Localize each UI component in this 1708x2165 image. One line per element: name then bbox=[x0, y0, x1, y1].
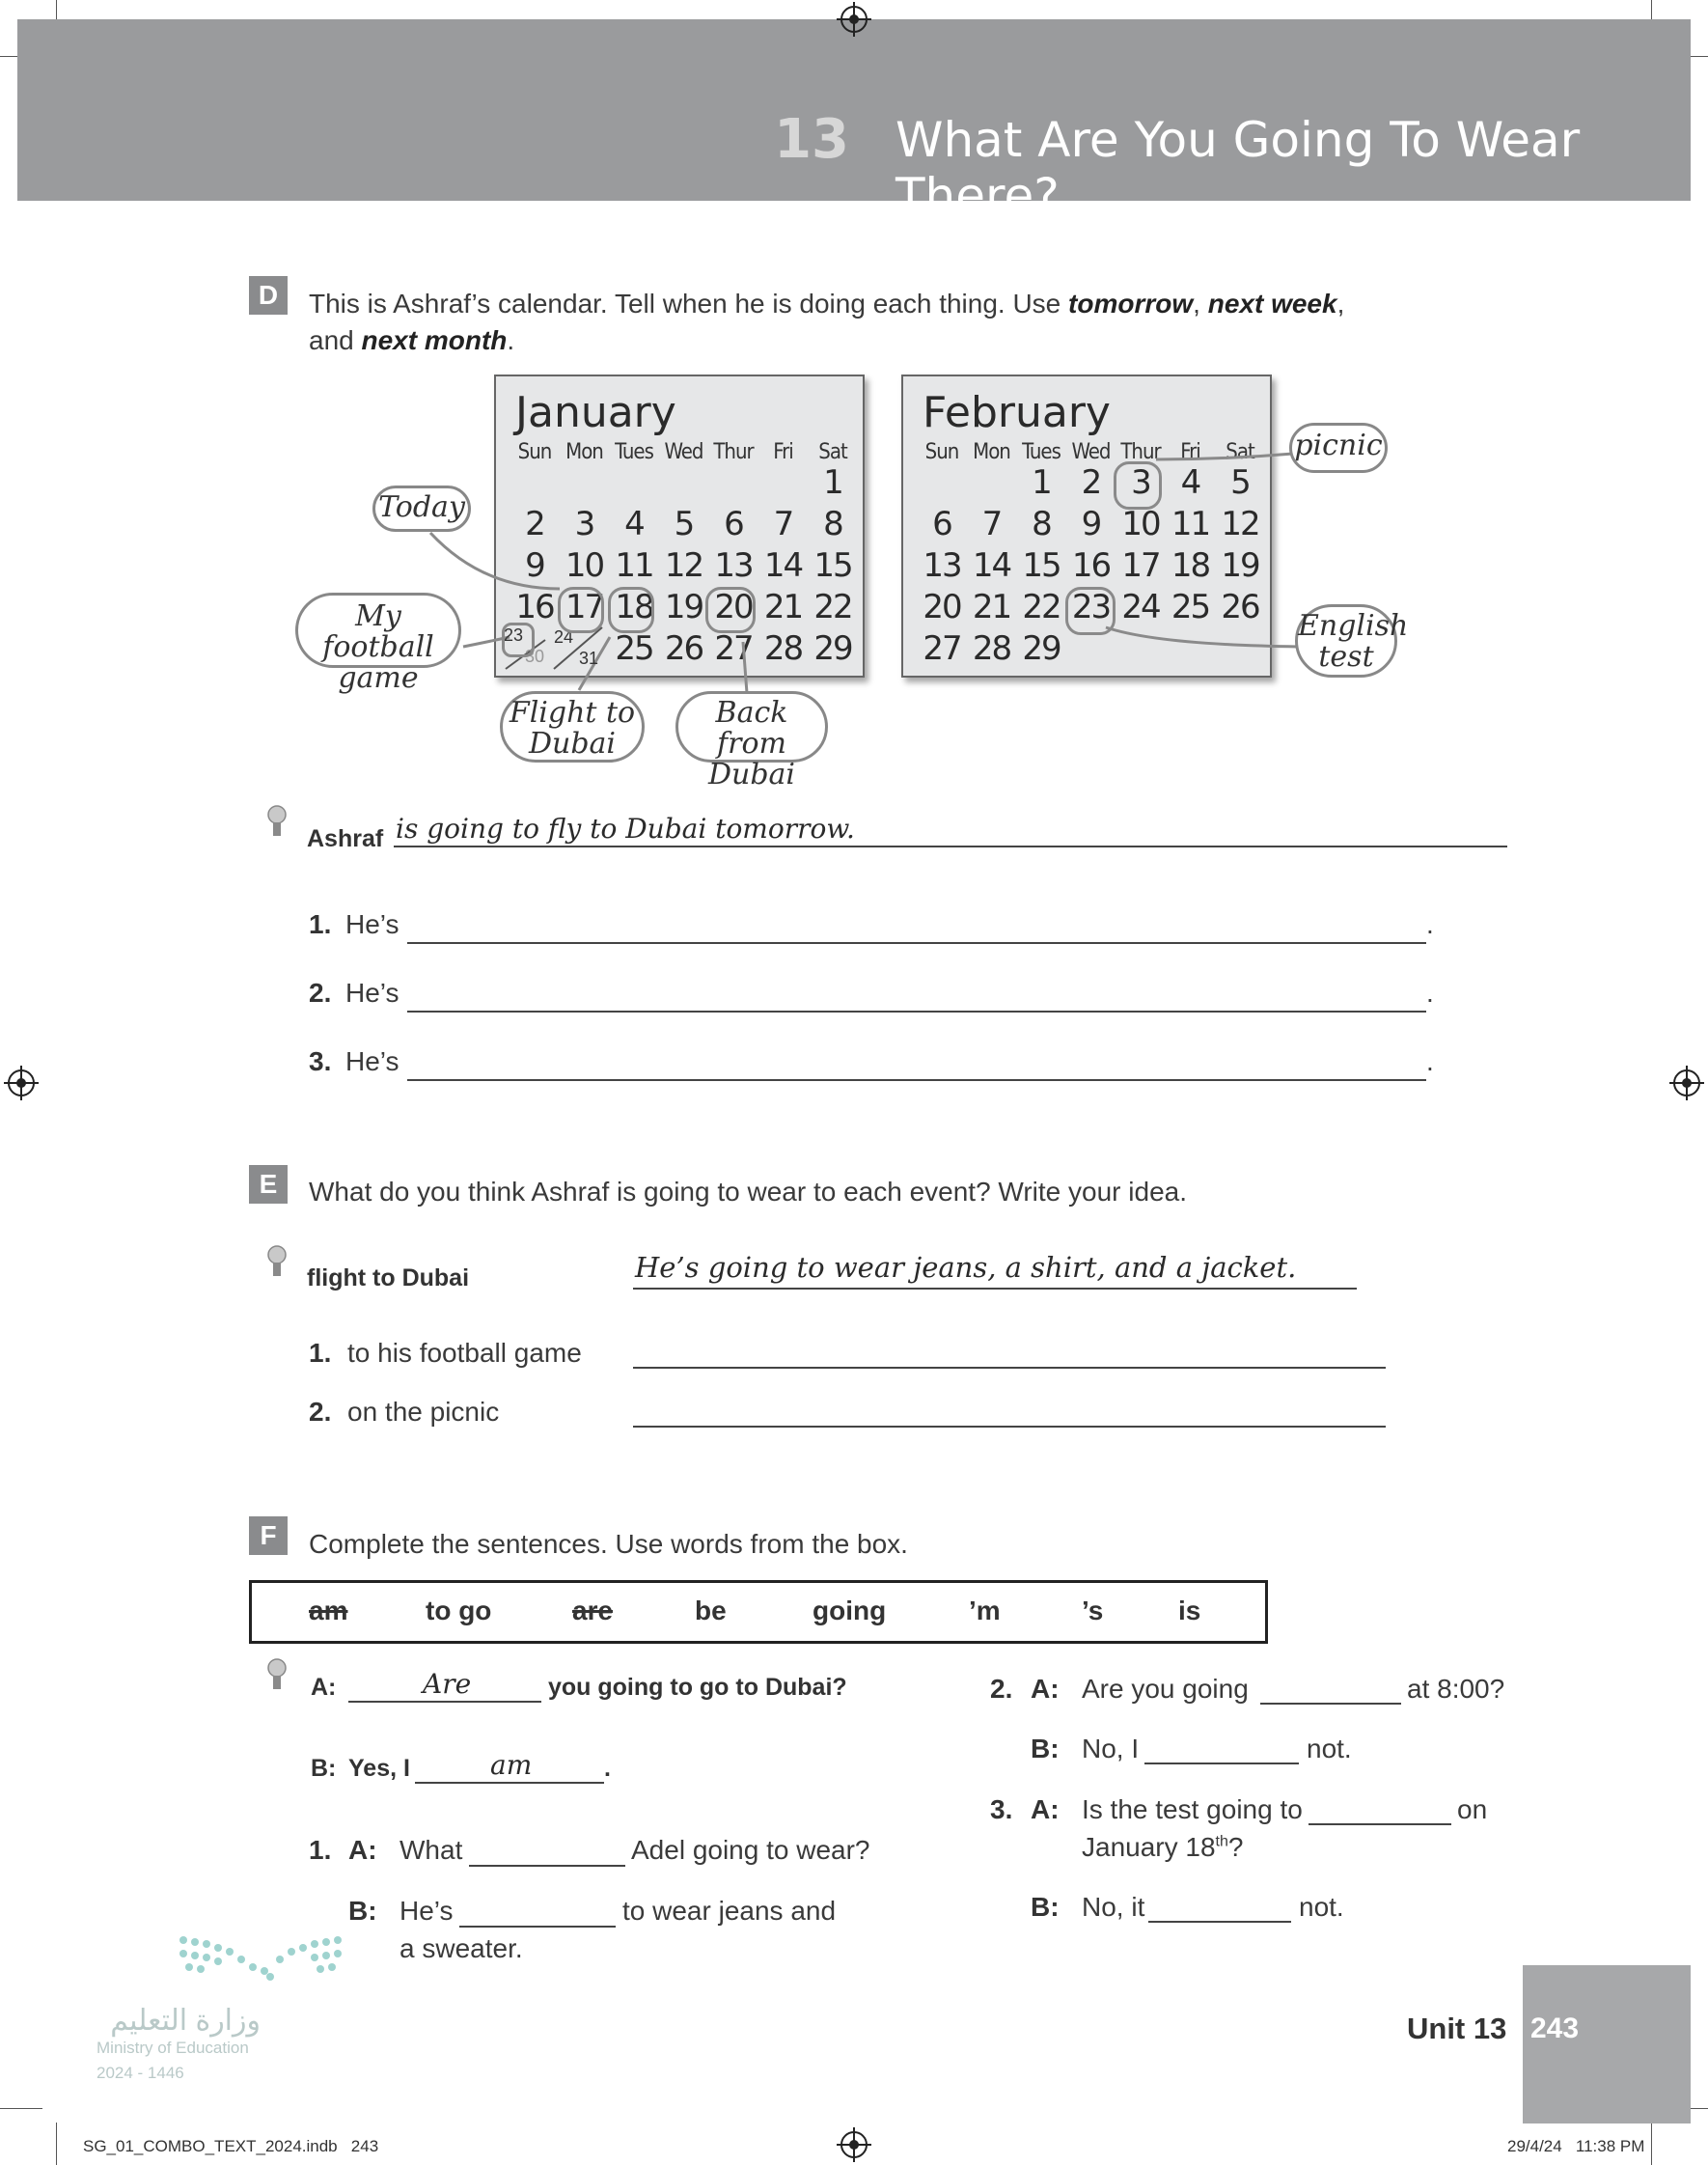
answer-line[interactable] bbox=[459, 1893, 616, 1928]
item-prefix: He’s bbox=[345, 978, 399, 1008]
word-box-item: be bbox=[695, 1596, 727, 1625]
calendar-date: 12 bbox=[664, 546, 703, 585]
ordinal-suffix: th bbox=[1215, 1833, 1228, 1850]
date-upper: 23 bbox=[504, 625, 524, 645]
callout-text: English bbox=[1298, 609, 1409, 643]
item-number: 3. bbox=[309, 1046, 332, 1076]
unit-number: 13 bbox=[774, 108, 849, 171]
item-number: 1. bbox=[309, 1835, 332, 1865]
callout-today bbox=[372, 486, 471, 532]
calendar-date: 28 bbox=[763, 629, 803, 668]
slug-date: 29/4/24 11:38 PM bbox=[1507, 2137, 1645, 2155]
crop-mark bbox=[0, 2108, 42, 2109]
calendar-date: 5 bbox=[1230, 463, 1250, 502]
callout-back bbox=[675, 691, 828, 791]
example-answer: am bbox=[490, 1749, 533, 1781]
callout-text: My football bbox=[322, 599, 434, 664]
page-title: What Are You Going To Wear There? bbox=[895, 112, 1581, 224]
answer-line[interactable] bbox=[469, 1832, 625, 1867]
item-text: to his football game bbox=[347, 1338, 582, 1368]
callout-text: picnic bbox=[1294, 429, 1383, 462]
keyword-next-week: next week bbox=[1207, 289, 1337, 319]
day-name: Thur bbox=[713, 440, 754, 464]
calendar-date: 7 bbox=[773, 505, 793, 543]
item-number: 1. bbox=[309, 1338, 332, 1368]
day-name: Thur bbox=[1120, 440, 1161, 464]
sentence-text: not. bbox=[1299, 1892, 1344, 1922]
answer-line[interactable] bbox=[1148, 1888, 1291, 1923]
callout-picnic bbox=[1289, 423, 1388, 473]
calendar-date: 28 bbox=[972, 629, 1011, 668]
day-name: Wed bbox=[664, 440, 703, 464]
sentence-text: a sweater. bbox=[399, 1933, 523, 1963]
word-box-item: going bbox=[813, 1596, 887, 1625]
sentence-end: . bbox=[604, 1755, 611, 1782]
item-number: 2. bbox=[309, 1397, 332, 1427]
date-circle-back bbox=[705, 587, 756, 633]
date-circle-football bbox=[502, 623, 535, 657]
ministry-year: 2024 - 1446 bbox=[96, 2064, 184, 2082]
calendar-date: 18 bbox=[615, 588, 653, 626]
answer-line[interactable] bbox=[407, 1050, 1426, 1081]
word-box-item: to go bbox=[426, 1596, 492, 1625]
calendar-date: 2 bbox=[525, 505, 544, 543]
calendar-date: 27 bbox=[923, 629, 961, 668]
day-name: Tues bbox=[615, 440, 653, 464]
sentence-text: No, I bbox=[1082, 1734, 1140, 1763]
day-name: Sun bbox=[924, 440, 959, 464]
date-circle-picnic bbox=[1114, 461, 1162, 510]
calendar-date: 9 bbox=[525, 546, 544, 585]
ministry-logo-icon bbox=[174, 1930, 347, 1988]
crop-mark bbox=[56, 2123, 57, 2165]
calendar-date: 15 bbox=[1022, 546, 1061, 585]
day-name: Sun bbox=[517, 440, 552, 464]
lightbulb-icon bbox=[266, 1245, 288, 1280]
sentence-text: you going to go to Dubai? bbox=[548, 1674, 847, 1701]
word-box-item: are bbox=[572, 1596, 614, 1625]
day-name: Mon bbox=[973, 440, 1010, 464]
section-d-letter: D bbox=[249, 276, 288, 315]
callout-text: Flight to bbox=[509, 696, 636, 730]
word-box bbox=[249, 1580, 1268, 1644]
sentence-text: He’s bbox=[399, 1896, 454, 1926]
sentence-text: at 8:00? bbox=[1407, 1674, 1505, 1704]
registration-mark-icon bbox=[840, 2131, 868, 2158]
day-name: Fri bbox=[773, 440, 793, 464]
ministry-arabic: وزارة التعليم bbox=[110, 2005, 261, 2037]
callout-connectors bbox=[0, 0, 1708, 830]
month-name: January bbox=[515, 388, 676, 437]
calendar-date: 22 bbox=[813, 588, 852, 626]
callout-english-test bbox=[1295, 604, 1409, 678]
item-end: . bbox=[1426, 978, 1434, 1008]
calendar-date: 10 bbox=[565, 546, 604, 585]
sentence-text: No, it bbox=[1082, 1892, 1145, 1922]
unit-label: Unit 13 bbox=[1407, 2012, 1507, 2045]
sentence-text: Adel going to wear? bbox=[631, 1835, 870, 1865]
day-name: Fri bbox=[1180, 440, 1200, 464]
instruction-text: and bbox=[309, 325, 362, 355]
callout-text: Dubai bbox=[707, 758, 796, 791]
answer-line[interactable] bbox=[1309, 1790, 1451, 1825]
month-name: February bbox=[923, 388, 1111, 437]
calendar-date: 13 bbox=[714, 546, 753, 585]
calendar-date: 23 bbox=[1071, 588, 1111, 626]
sentence-text: Is the test going to bbox=[1082, 1794, 1303, 1824]
calendar-date: 3 bbox=[1131, 463, 1150, 502]
instruction-separator: , bbox=[1193, 289, 1208, 319]
speaker-label: B: bbox=[311, 1755, 337, 1782]
speaker-label: A: bbox=[1031, 1674, 1060, 1704]
callout-text: Today bbox=[378, 490, 465, 524]
sentence-text: Are you going bbox=[1082, 1674, 1249, 1704]
speaker-label: A: bbox=[1031, 1794, 1060, 1824]
calendar-date: 11 bbox=[615, 546, 653, 585]
instruction-separator: , bbox=[1336, 289, 1345, 319]
calendar-date: 4 bbox=[624, 505, 644, 543]
calendar-date: 27 bbox=[714, 629, 753, 668]
calendar-date: 9 bbox=[1081, 505, 1101, 543]
sentence-text: Yes, I bbox=[348, 1755, 410, 1782]
word-box-item: ’m bbox=[969, 1596, 1001, 1625]
calendar-date: 14 bbox=[763, 546, 803, 585]
answer-line[interactable] bbox=[407, 913, 1426, 944]
section-e-instruction: What do you think Ashraf is going to wear to each event? Write your idea. bbox=[309, 1177, 1187, 1207]
calendar-date: 7 bbox=[981, 505, 1002, 543]
item-number: 3. bbox=[990, 1794, 1013, 1824]
section-f-instruction: Complete the sentences. Use words from the box. bbox=[309, 1529, 908, 1559]
answer-line[interactable] bbox=[633, 1332, 1386, 1369]
calendar-date: 1 bbox=[823, 463, 842, 502]
word-box-item: is bbox=[1178, 1596, 1201, 1625]
calendar-date: 21 bbox=[972, 588, 1011, 626]
callout-text: game bbox=[338, 661, 419, 695]
calendar-date: 16 bbox=[1071, 546, 1111, 585]
calendar-date: 15 bbox=[813, 546, 852, 585]
calendar-date: 19 bbox=[1221, 546, 1259, 585]
slug-file: SG_01_COMBO_TEXT_2024.indb 243 bbox=[83, 2137, 379, 2155]
calendar-date: 20 bbox=[714, 588, 753, 626]
calendar-date: 6 bbox=[932, 505, 951, 543]
speaker-label: A: bbox=[348, 1835, 377, 1865]
date-upper: 24 bbox=[554, 627, 574, 647]
speaker-label: B: bbox=[348, 1896, 377, 1926]
calendar-date: 13 bbox=[923, 546, 961, 585]
item-end: . bbox=[1426, 1046, 1434, 1076]
callout-text: Dubai bbox=[528, 727, 617, 761]
calendar-date: 26 bbox=[664, 629, 703, 668]
calendar-date: 11 bbox=[1171, 505, 1210, 543]
answer-line[interactable] bbox=[1144, 1730, 1299, 1764]
calendar-date: 1 bbox=[1032, 463, 1051, 502]
answer-line[interactable] bbox=[1260, 1670, 1401, 1705]
keyword-tomorrow: tomorrow bbox=[1068, 289, 1194, 319]
answer-line[interactable] bbox=[407, 982, 1426, 1013]
example-answer: Are bbox=[423, 1668, 472, 1700]
sentence-text: not. bbox=[1307, 1734, 1352, 1763]
calendar-date: 22 bbox=[1022, 588, 1061, 626]
instruction-text: This is Ashraf’s calendar. Tell when he is doing each thing. Use bbox=[309, 289, 1069, 319]
speaker-label: A: bbox=[311, 1674, 337, 1701]
example-label: Ashraf bbox=[307, 825, 384, 852]
crop-mark bbox=[1651, 2123, 1652, 2165]
calendar-date: 26 bbox=[1221, 588, 1259, 626]
instruction-end: . bbox=[507, 325, 515, 355]
lightbulb-icon bbox=[266, 1658, 288, 1693]
item-end: . bbox=[1426, 909, 1434, 939]
date-text: January 18 bbox=[1082, 1832, 1216, 1862]
calendar-date: 14 bbox=[972, 546, 1011, 585]
page-number: 243 bbox=[1530, 2012, 1580, 2044]
calendar-date: 17 bbox=[565, 588, 604, 626]
sentence-end: ? bbox=[1227, 1832, 1244, 1862]
registration-mark-icon bbox=[8, 1069, 35, 1096]
sentence-text: What bbox=[399, 1835, 463, 1865]
answer-line[interactable] bbox=[633, 1391, 1386, 1428]
keyword-next-month: next month bbox=[361, 325, 508, 355]
calendar-date: 17 bbox=[1121, 546, 1160, 585]
calendar-date: 4 bbox=[1180, 463, 1200, 502]
word-box-item: ’s bbox=[1082, 1596, 1104, 1625]
speaker-label: B: bbox=[1031, 1892, 1060, 1922]
sentence-text bbox=[1082, 1832, 1243, 1863]
sentence-text: to wear jeans and bbox=[622, 1896, 837, 1926]
calendar-date: 16 bbox=[515, 588, 554, 626]
lightbulb-icon bbox=[266, 805, 288, 840]
calendar-date: 25 bbox=[615, 629, 653, 668]
calendar-date: 12 bbox=[1221, 505, 1259, 543]
item-number: 2. bbox=[309, 978, 332, 1008]
calendar-date: 21 bbox=[763, 588, 803, 626]
item-prefix: He’s bbox=[345, 909, 399, 939]
day-name: Mon bbox=[565, 440, 603, 464]
registration-mark-icon bbox=[1673, 1069, 1700, 1096]
item-prefix: He’s bbox=[345, 1046, 399, 1076]
section-e-letter: E bbox=[249, 1165, 288, 1204]
calendar-date: 8 bbox=[1032, 505, 1051, 543]
item-text: on the picnic bbox=[347, 1397, 500, 1427]
calendar-date: 19 bbox=[664, 588, 703, 626]
speaker-label: B: bbox=[1031, 1734, 1060, 1763]
date-lower: 31 bbox=[579, 649, 599, 668]
calendar-date: 18 bbox=[1171, 546, 1210, 585]
calendar-date: 10 bbox=[1121, 505, 1160, 543]
calendar-date: 25 bbox=[1171, 588, 1210, 626]
date-circle-flight bbox=[608, 587, 654, 633]
word-box-item: am bbox=[309, 1596, 348, 1625]
sentence-text: on bbox=[1457, 1794, 1488, 1824]
calendar-date: 20 bbox=[923, 588, 961, 626]
callout-text: test bbox=[1318, 640, 1374, 674]
calendar-date: 24 bbox=[1121, 588, 1160, 626]
callout-football bbox=[295, 593, 461, 695]
ministry-english: Ministry of Education bbox=[96, 2039, 249, 2057]
item-number: 1. bbox=[309, 909, 332, 939]
item-number: 2. bbox=[990, 1674, 1013, 1704]
day-name: Sat bbox=[818, 440, 847, 464]
date-circle-test bbox=[1065, 587, 1116, 635]
day-name: Sat bbox=[1226, 440, 1254, 464]
date-circle-today bbox=[558, 587, 604, 633]
calendar-date: 29 bbox=[1022, 629, 1061, 668]
day-name: Wed bbox=[1071, 440, 1111, 464]
callout-text: Back from bbox=[715, 696, 788, 761]
calendar-date: 6 bbox=[724, 505, 743, 543]
calendar-date: 5 bbox=[674, 505, 694, 543]
date-lower: 30 bbox=[525, 647, 545, 666]
callout-flight bbox=[500, 691, 645, 763]
example-answer: is going to fly to Dubai tomorrow. bbox=[396, 813, 855, 845]
section-f-letter: F bbox=[249, 1516, 288, 1555]
example-label: flight to Dubai bbox=[307, 1264, 470, 1291]
calendar-date: 29 bbox=[813, 629, 852, 668]
day-name: Tues bbox=[1022, 440, 1061, 464]
calendar-date: 2 bbox=[1081, 463, 1101, 502]
example-answer: He’s going to wear jeans, a shirt, and a jacket. bbox=[635, 1251, 1297, 1284]
calendar-date: 8 bbox=[823, 505, 842, 543]
calendar-date: 3 bbox=[574, 505, 594, 543]
